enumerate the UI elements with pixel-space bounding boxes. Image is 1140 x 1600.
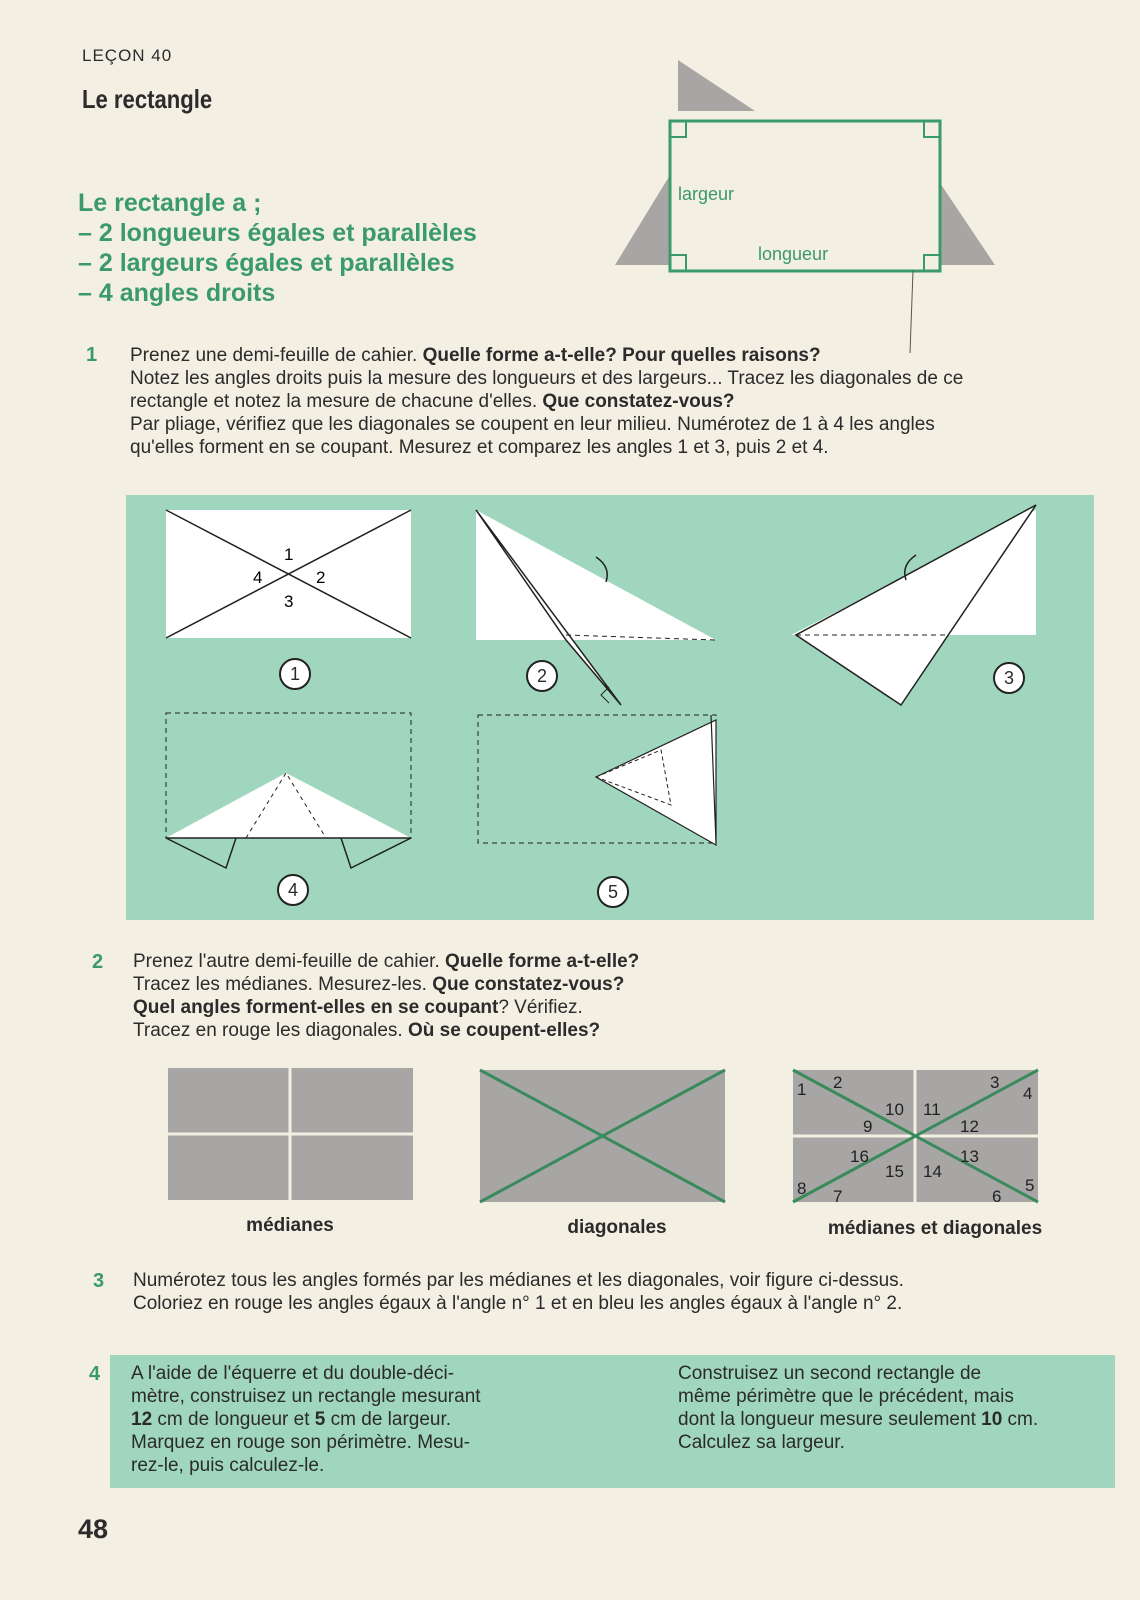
angle-label: 4 [253,568,263,587]
text-line: Notez les angles droits puis la mesure des longueurs et des largeurs... Tracez les diagonales de ce [130,368,964,389]
lesson-label: LEÇON 40 [82,46,173,65]
properties-line: – 4 angles droits [78,279,276,307]
angle-label: 1 [284,545,294,564]
exercise-4-left-text [131,1362,481,1477]
text-line: Numérotez tous les angles formés par les médianes et les diagonales, voir figure ci-dessus. [133,1270,904,1291]
set-square-left [615,175,670,265]
angle-label: 3 [284,592,294,611]
step-label: 3 [993,662,1025,694]
angle-number: 12 [960,1117,979,1136]
text-span: Prenez l'autre demi-feuille de cahier. [133,951,446,972]
properties-line: Le rectangle a ; [78,189,262,217]
step-label: 2 [526,660,558,692]
text-span: cm de largeur. [325,1409,452,1430]
exercise-4-right-text [678,1362,1038,1454]
length-label: longueur [758,244,829,264]
angle-number: 2 [833,1073,843,1092]
text-line: Marquez en rouge son périmètre. Mesu- [131,1432,470,1453]
figure-caption: médianes [246,1215,334,1236]
text-span: cm de longueur et [152,1409,315,1430]
grey-figures [165,1065,1065,1205]
set-square-top [678,60,755,111]
question: Quel angles forment-elles en se coupant [133,997,499,1018]
angle-label: 2 [316,568,326,587]
value: 10 [981,1409,1003,1430]
text-line: Calculez sa largeur. [678,1432,845,1453]
folding-diagrams [126,495,1094,920]
step-label: 5 [597,876,629,908]
exercise-number: 3 [93,1270,105,1292]
exercise-number: 2 [92,951,104,973]
angle-number: 9 [863,1117,873,1136]
figure-caption: diagonales [567,1217,667,1238]
text-line: qu'elles forment en se coupant. Mesurez et comparez les angles 1 et 3, puis 2 et 4. [130,437,829,458]
step-label: 4 [277,874,309,906]
question: Que constatez-vous? [542,391,735,412]
exercise-3-text [133,1269,904,1315]
width-label: largeur [678,184,735,204]
text-span: Tracez les médianes. Mesurez-les. [133,974,433,995]
set-square-right [940,183,995,265]
question: Quelle forme a-t-elle? [445,951,640,972]
angle-number: 14 [923,1162,942,1181]
angle-number: 16 [850,1147,869,1166]
figure-caption: médianes et diagonales [827,1218,1043,1239]
text-line: rez-le, puis calculez-le. [131,1455,325,1476]
folded-paper [476,510,716,640]
text-line: mètre, construisez un rectangle mesurant [131,1386,481,1407]
fold-edge [341,838,411,868]
page-title: Le rectangle [82,84,213,114]
rectangle-figure [610,55,1010,355]
fold-edge [166,838,236,868]
exercise-2-text [133,950,639,1042]
value: 12 [131,1409,153,1430]
step-label: 1 [279,658,311,690]
angle-number: 5 [1025,1176,1035,1195]
angle-number: 15 [885,1162,904,1181]
properties-line: – 2 longueurs égales et parallèles [78,219,477,247]
pointer-line [910,271,913,353]
angle-number: 6 [992,1187,1002,1205]
properties-line: – 2 largeurs égales et parallèles [78,249,455,277]
text-line: Par pliage, vérifiez que les diagonales se coupent en leur milieu. Numérotez de 1 à 4 les angles [130,414,935,435]
text-line: Coloriez en rouge les angles égaux à l'angle n° 1 et en bleu les angles égaux à l'angle n° 2. [133,1293,903,1314]
angle-number: 1 [797,1080,807,1099]
angle-number: 7 [833,1187,843,1205]
exercise-number: 1 [86,344,98,366]
exercise-1-text [130,344,963,459]
rectangle-properties [78,188,477,308]
text-span: rectangle et notez la mesure de chacune d'elles. [130,391,543,412]
text-span: Prenez une demi-feuille de cahier. [130,345,423,366]
text-span: cm. [1002,1409,1039,1430]
question: Que constatez-vous? [432,974,625,995]
angle-number: 11 [923,1100,941,1119]
text-line: Construisez un second rectangle de [678,1363,982,1384]
angle-number: 13 [960,1147,979,1166]
folded-paper [596,720,716,845]
exercise-number: 4 [89,1363,101,1385]
question: Où se coupent-elles? [407,1020,601,1041]
text-line: même périmètre que le précédent, mais [678,1386,1014,1407]
text-span: dont la longueur mesure seulement [678,1409,982,1430]
folded-paper [166,773,411,838]
text-line: A l'aide de l'équerre et du double-déci- [131,1363,455,1384]
angle-number: 10 [885,1100,904,1119]
angle-number: 4 [1023,1084,1033,1103]
text-span: Tracez en rouge les diagonales. [133,1020,408,1041]
text-span: ? Vérifiez. [498,997,583,1018]
value: 5 [314,1409,326,1430]
question: Quelle forme a-t-elle? Pour quelles raisons? [422,345,821,366]
angle-number: 3 [990,1073,1000,1092]
page-number: 48 [78,1514,109,1544]
angle-number: 8 [797,1179,807,1198]
